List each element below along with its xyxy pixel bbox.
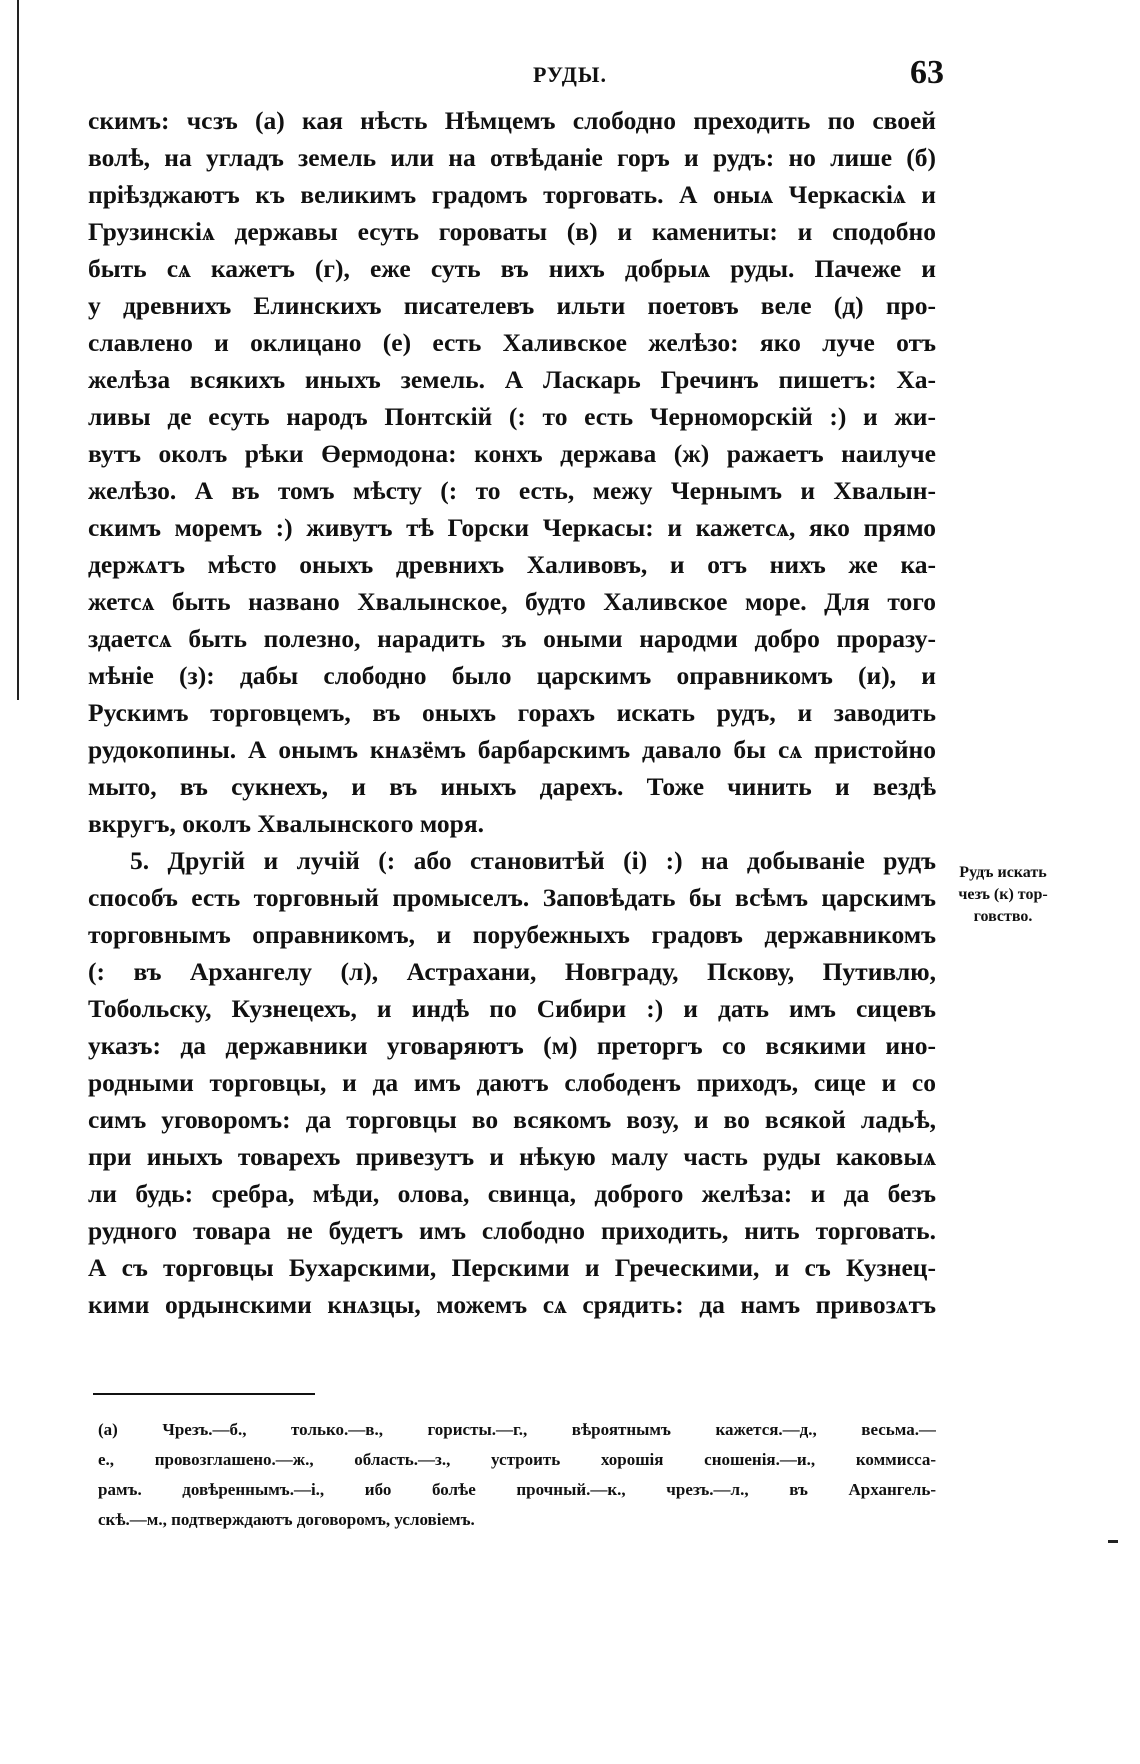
text-line: родными торговцы, и да имъ даютъ слободенъ приходъ, сице и со xyxy=(88,1068,936,1097)
body-text xyxy=(88,102,936,1323)
footnote-line: (а) Чрезъ.—б., только.—в., гористы.—г., вѣроятнымъ кажется.—д., весьма.— xyxy=(98,1420,936,1439)
margin-mark xyxy=(1108,1540,1118,1543)
page-edge-line xyxy=(17,0,19,700)
text-line: вутъ околъ рѣки Өермодона: конхъ держава (ж) ражаетъ наилуче xyxy=(88,439,936,468)
margin-note-line: Рудъ искать xyxy=(959,864,1047,881)
footnotes xyxy=(98,1415,936,1535)
text-line: торговнымъ оправникомъ, и порубежныхъ градовъ державникомъ xyxy=(88,920,936,949)
text-line: мыто, въ сукнехъ, и въ иныхъ дарехъ. Тоже чинить и вездѣ xyxy=(88,772,936,801)
text-line: симъ уговоромъ: да торговцы во всякомъ возу, и во всякой ладьѣ, xyxy=(88,1105,936,1134)
text-line: пріѣзджаютъ къ великимъ градомъ торговать. А оныѧ Черкаскіѧ и xyxy=(88,180,936,209)
text-line: здаетсѧ быть полезно, нарадить зъ оными народми добро проразу- xyxy=(88,624,936,653)
footnote-line: е., провозглашено.—ж., область.—з., устроить хорошія сношенія.—и., коммисса- xyxy=(98,1450,936,1469)
text-line: волѣ, на угладъ земель или на отвѣданіе горъ и рудъ: но лише (б) xyxy=(88,143,936,172)
margin-note-line: говство. xyxy=(973,908,1033,925)
text-line: у древнихъ Елинскихъ писателевъ ильти поетовъ веле (д) про- xyxy=(88,291,936,320)
text-line: Грузинскіѧ державы есуть гороваты (в) и камениты: и сподобно xyxy=(88,217,936,246)
text-line: Тобольску, Кузнецехъ, и индѣ по Сибири :) и дать имъ сицевъ xyxy=(88,994,936,1023)
text-line: Рускимъ торговцемъ, въ оныхъ горахъ искать рудъ, и заводить xyxy=(88,698,936,727)
text-line: А съ торговцы Бухарскими, Перскими и Греческими, и съ Кузнец- xyxy=(88,1253,936,1282)
text-line: рудного товара не будетъ имъ слободно приходить, нить торговать. xyxy=(88,1216,936,1245)
footnote-line: скѣ.—м., подтверждаютъ договоромъ, условіемъ. xyxy=(98,1510,475,1529)
margin-note xyxy=(938,862,1068,928)
margin-note-line: чезъ (к) тор- xyxy=(958,886,1048,903)
page-number: 63 xyxy=(910,54,944,91)
text-line: жетсѧ быть названо Хвалынское, будто Халивское море. Для того xyxy=(88,587,936,616)
text-line: кими ордынскими кнѧзцы, можемъ сѧ срядить: да намъ привозѧтъ xyxy=(88,1290,936,1319)
text-line-paragraph-start: 5. Другій и лучій (: або становитѣй (і) :) на добываніе рудъ xyxy=(130,846,936,875)
text-line: ливы де есуть народъ Понтскій (: то есть Черноморскій :) и жи- xyxy=(88,402,936,431)
text-line: вкругъ, околъ Хвалынского моря. xyxy=(88,809,485,838)
text-line: указъ: да державники уговаряютъ (м) преторгъ со всякими ино- xyxy=(88,1031,936,1060)
page-header xyxy=(0,54,1140,102)
text-line: скимъ моремъ :) живутъ тѣ Горски Черкасы: и кажетсѧ, яко прямо xyxy=(88,513,936,542)
text-line: (: въ Архангелу (л), Астрахани, Новграду, Пскову, Путивлю, xyxy=(88,957,936,986)
text-line: при иныхъ товарехъ привезутъ и нѣкую малу часть руды каковыѧ xyxy=(88,1142,936,1171)
running-title: РУДЫ. xyxy=(532,62,608,87)
text-line: способъ есть торговный промыселъ. Заповѣдать бы всѣмъ царскимъ xyxy=(88,883,936,912)
text-line: ли будь: сребра, мѣди, олова, свинца, доброго желѣза: и да безъ xyxy=(88,1179,936,1208)
text-line: рудокопины. А онымъ кнѧзёмъ барбарскимъ давало бы сѧ пристойно xyxy=(88,735,936,764)
text-line: желѣзо. А въ томъ мѣсту (: то есть, межу Чернымъ и Хвалын- xyxy=(88,476,936,505)
text-line: держѧтъ мѣсто оныхъ древнихъ Халивовъ, и отъ нихъ же ка- xyxy=(88,550,936,579)
footnote-separator xyxy=(93,1393,315,1395)
text-line: славлено и оклицано (е) есть Халивское желѣзо: яко луче отъ xyxy=(88,328,936,357)
footnote-line: рамъ. довѣреннымъ.—і., ибо болѣе прочный.—к., чрезъ.—л., въ Архангель- xyxy=(98,1480,936,1499)
text-line: мѣніе (з): дабы слободно было царскимъ оправникомъ (и), и xyxy=(88,661,936,690)
text-line: скимъ: чсзъ (а) кая нѣсть Нѣмцемъ слободно преходить по своей xyxy=(88,106,936,135)
text-line: желѣза всякихъ иныхъ земель. А Ласкарь Гречинъ пишетъ: Ха- xyxy=(88,365,936,394)
text-line: быть сѧ кажетъ (г), еже суть въ нихъ добрыѧ руды. Пачеже и xyxy=(88,254,936,283)
